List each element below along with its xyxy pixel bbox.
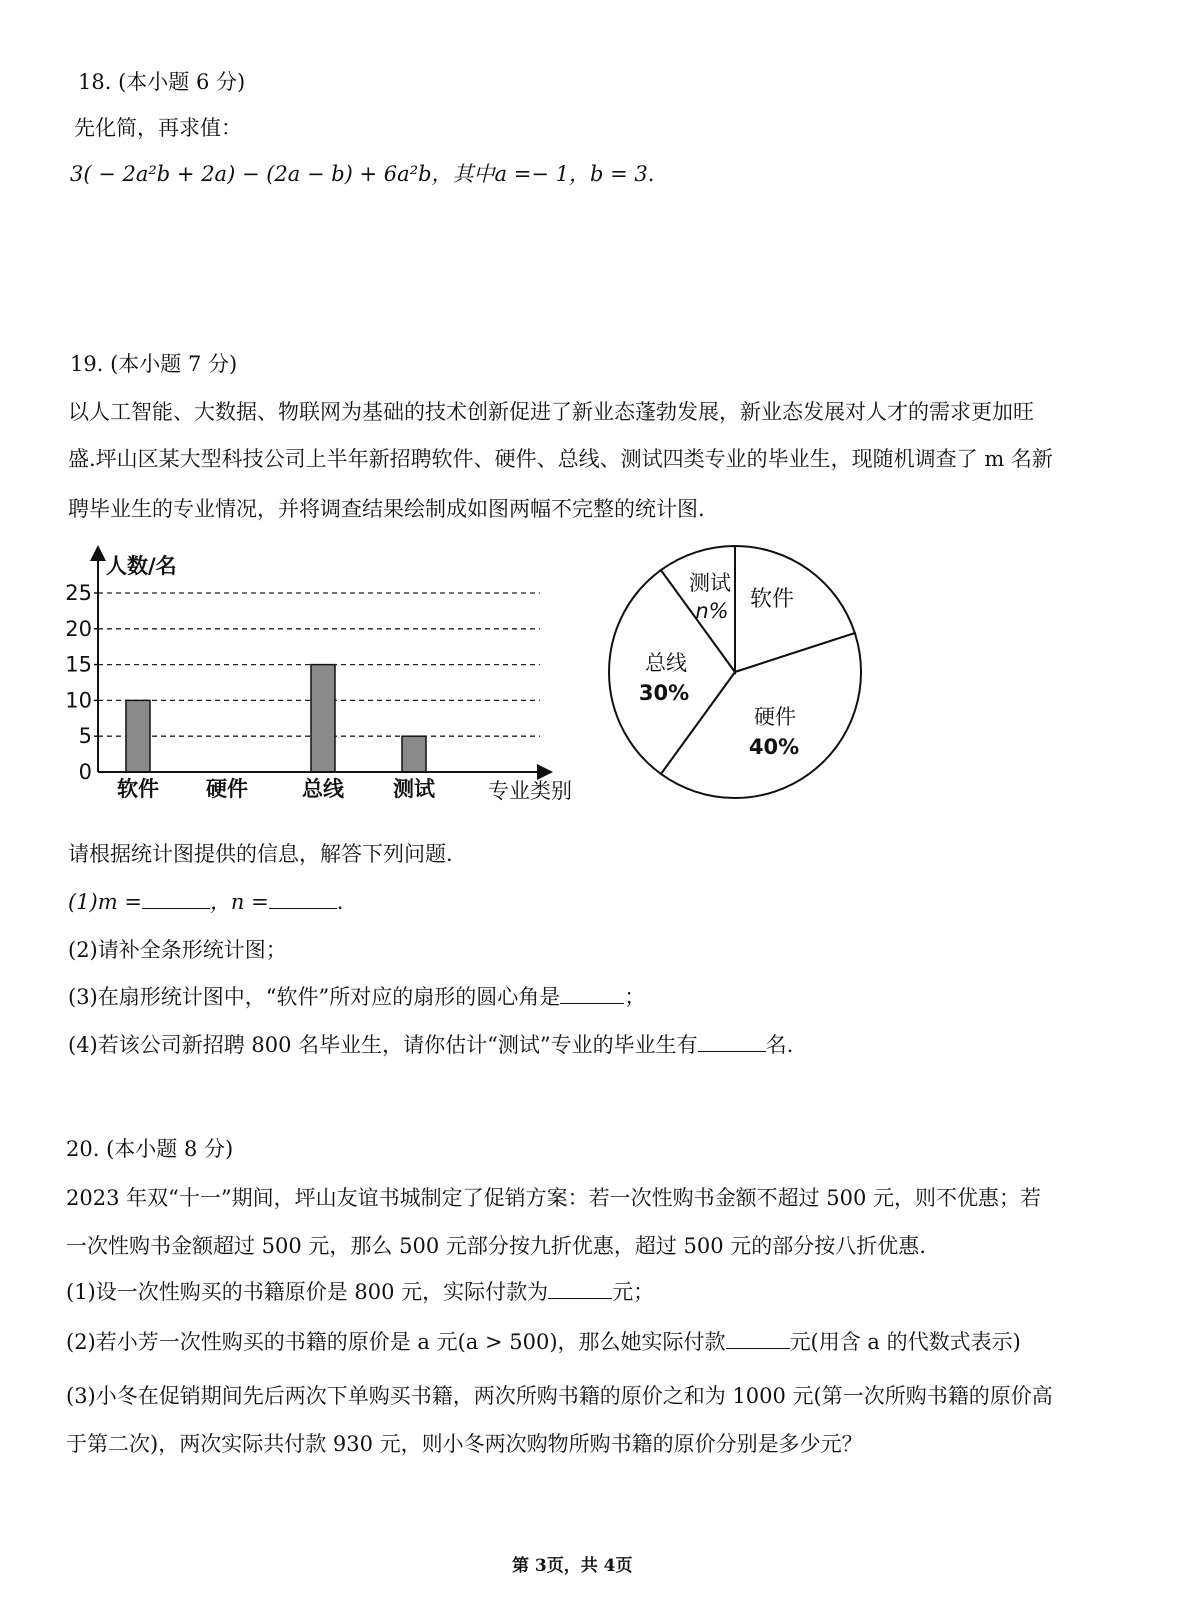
- q20-sub3-line-1: (3)小冬在促销期间先后两次下单购买书籍，两次所购书籍的原价之和为 1000 元(第一次所购书籍的原价高: [66, 1384, 1053, 1408]
- bar-0: [126, 700, 150, 772]
- category-label: 总线: [302, 777, 344, 801]
- y-tick-label: 10: [65, 688, 92, 713]
- y-tick-label: 20: [65, 616, 92, 641]
- q19-sub1: [68, 890, 343, 915]
- bar-2: [311, 665, 335, 772]
- answer-blank-angle: [560, 985, 624, 1004]
- answer-blank-payment: [548, 1280, 612, 1299]
- q20-paragraph-line-2: 一次性购书金额超过 500 元，那么 500 元部分按九折优惠，超过 500 元的部分按八折优惠.: [66, 1234, 926, 1258]
- pie-value-bus: 30%: [638, 681, 690, 705]
- q19-prompt: 请根据统计图提供的信息，解答下列问题.: [68, 842, 453, 866]
- q19-sub1-end: .: [336, 890, 344, 914]
- q19-paragraph-line-1: 以人工智能、大数据、物联网为基础的技术创新促进了新业态蓬勃发展，新业态发展对人才的需求更加旺: [68, 400, 1034, 424]
- y-tick-label: 25: [65, 581, 92, 605]
- q19-sub4: [68, 1033, 793, 1058]
- answer-blank-test-count: [698, 1033, 766, 1052]
- answer-blank-n: [269, 890, 337, 909]
- q19-sub4-end: 名.: [765, 1033, 794, 1057]
- q18-instruction: 先化简，再求值：: [74, 116, 242, 140]
- q19-header: 19. (本小题 7 分): [70, 352, 238, 376]
- q18-expression: 3( − 2a²b + 2a) − (2a − b) + 6a²b，其中a =− 1，b = 3.: [70, 162, 655, 186]
- q19-sub4-text: (4)若该公司新招聘 800 名毕业生，请你估计“测试”专业的毕业生有: [68, 1033, 698, 1057]
- q19-sub3: [68, 985, 645, 1010]
- bar-3: [402, 736, 426, 772]
- category-label: 测试: [393, 777, 435, 801]
- q19-sub3-end: ；: [624, 985, 646, 1009]
- q20-sub2-end: 元(用含 a 的代数式表示): [789, 1330, 1021, 1354]
- y-tick-label: 0: [78, 760, 92, 784]
- bar-chart-ylabel: 人数/名: [106, 554, 177, 578]
- q20-sub2-text: (2)若小芳一次性购买的书籍的原价是 a 元(a > 500)，那么她实际付款: [66, 1330, 726, 1354]
- pie-chart: [600, 542, 880, 812]
- answer-blank-expression: [726, 1330, 790, 1349]
- q19-sub1-m: (1)m =: [68, 890, 142, 914]
- pie-label-software: 软件: [749, 587, 795, 612]
- y-tick-label: 15: [65, 652, 92, 677]
- q19-sub2: (2)请补全条形统计图；: [68, 938, 287, 962]
- q19-sub1-n: ，n =: [209, 890, 269, 914]
- pie-value-test: n%: [695, 599, 729, 623]
- q20-sub1-end: 元；: [612, 1280, 655, 1304]
- bar-chart: [60, 545, 620, 815]
- category-label: 硬件: [206, 777, 248, 801]
- pie-label-test: 测试: [689, 571, 731, 595]
- page-number: 第 3页，共 4页: [512, 1556, 633, 1576]
- q20-sub3-line-2: 于第二次)，两次实际共付款 930 元，则小冬两次购物所购书籍的原价分别是多少元？: [66, 1432, 863, 1456]
- q18-header: 18. (本小题 6 分): [78, 70, 246, 94]
- y-tick-label: 5: [78, 724, 92, 749]
- q19-sub3-text: (3)在扇形统计图中，“软件”所对应的扇形的圆心角是: [68, 985, 561, 1009]
- q20-paragraph-line-1: 2023 年双“十一”期间，坪山友谊书城制定了促销方案：若一次性购书金额不超过 500 元，则不优惠；若: [66, 1186, 1042, 1210]
- q20-header: 20. (本小题 8 分): [66, 1137, 234, 1161]
- q20-sub1-text: (1)设一次性购买的书籍原价是 800 元，实际付款为: [66, 1280, 549, 1304]
- pie-label-hardware: 硬件: [754, 705, 796, 729]
- q19-paragraph-line-2: 盛.坪山区某大型科技公司上半年新招聘软件、硬件、总线、测试四类专业的毕业生，现随机调查了 m 名新: [68, 447, 1053, 471]
- answer-blank-m: [142, 890, 210, 909]
- bar-chart-xlabel: 专业类别: [488, 779, 572, 803]
- q20-sub2: [66, 1330, 1021, 1355]
- q20-sub1: [66, 1280, 654, 1305]
- pie-label-bus: 总线: [645, 651, 687, 675]
- q19-paragraph-line-3: 聘毕业生的专业情况，并将调查结果绘制成如图两幅不完整的统计图.: [68, 497, 705, 521]
- category-label: 软件: [117, 777, 159, 801]
- pie-value-hardware: 40%: [748, 735, 800, 759]
